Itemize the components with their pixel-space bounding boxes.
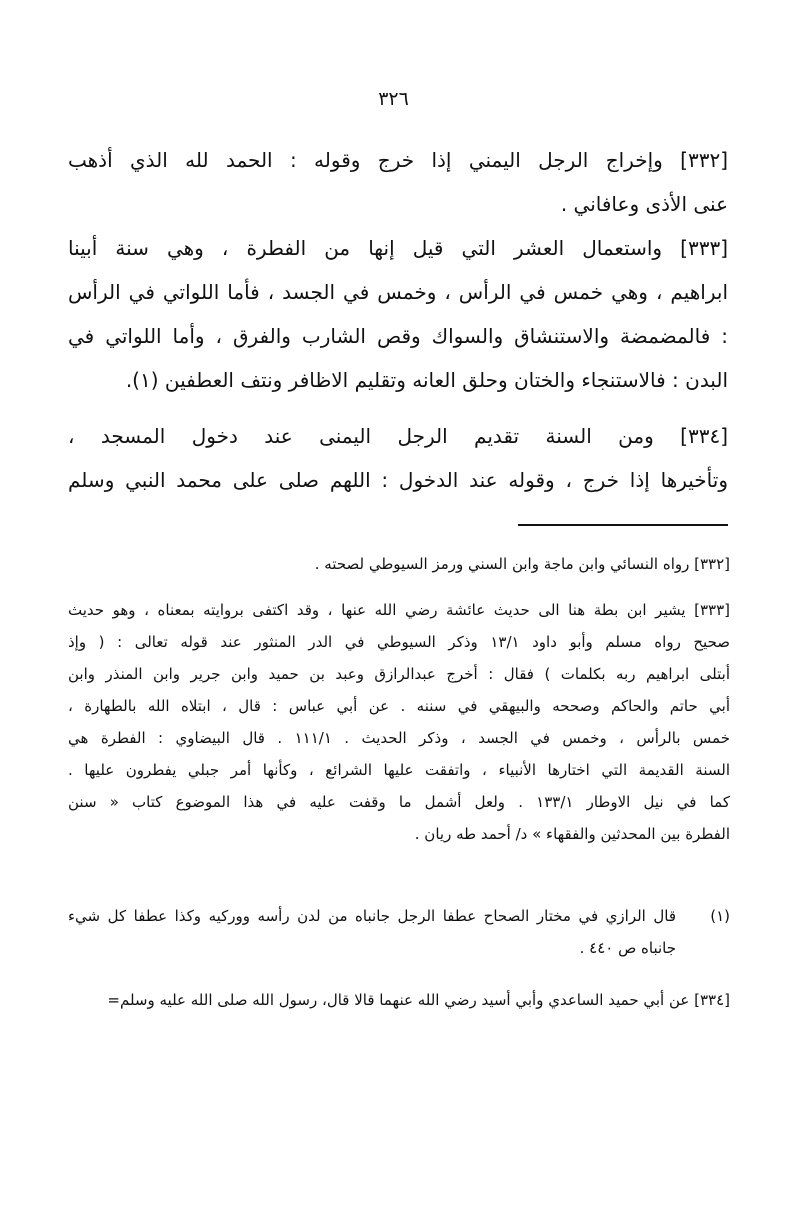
note-1 [68, 900, 676, 964]
paragraph-line: : فالمضمضة والاستنشاق والسواك وقص الشارب والفرق ، وأما اللواتي في [68, 324, 728, 348]
footnote-line: الفطرة بين المحدثين والفقهاء » د/ أحمد طه ريان . [414, 825, 730, 843]
paragraph-line: [٣٣٤] ومن السنة تقديم الرجل اليمنى عند دخول المسجد ، [68, 424, 728, 448]
footnote-line: السنة القديمة التي اختارها الأنبياء ، واتفقت عليها الشرائع ، وكأنها أمر جبلي يفطرون عليها . [68, 761, 730, 779]
paragraph-334 [68, 414, 728, 502]
footnote-line: قال الرازي في مختار الصحاح عطفا الرجل جانباه من لدن رأسه ووركيه وكذا عطفا كل شيء [68, 907, 676, 925]
page-number: ٣٢٦ [378, 88, 409, 110]
paragraph-line: ابراهيم ، وهي خمس في الرأس ، وخمس في الجسد ، فأما اللواتي في الرأس [68, 280, 728, 304]
footnote-line: جانباه ص ٤٤٠ . [579, 939, 676, 957]
paragraph-line: [٣٣٢] وإخراج الرجل اليمني إذا خرج وقوله : الحمد لله الذي أذهب [68, 148, 728, 172]
paragraph-332 [68, 138, 728, 226]
footnote-line: أبتلى ابراهيم ربه بكلمات ) فقال : أخرج عبدالرازق وعبد بن حميد وابن جرير وابن المنذر وابن [68, 665, 730, 683]
footnote-divider [518, 524, 728, 526]
paragraph-line: البدن : فالاستنجاء والختان وحلق العانه وتقليم الاظافر ونتف العطفين (١). [125, 368, 728, 392]
paragraph-333 [68, 226, 728, 402]
footnote-333 [68, 594, 730, 850]
paragraph-line: [٣٣٣] واستعمال العشر التي قيل إنها من الفطرة ، وهي سنة أبينا [68, 236, 728, 260]
footnote-line: [٣٣٣] يشير ابن بطة هنا الى حديث عائشة رضي الله عنها ، وقد اكتفى بروايته بمعناه ، وهو حديث [68, 601, 730, 619]
paragraph-line: وتأخيرها إذا خرج ، وقوله عند الدخول : اللهم صلى على محمد النبي وسلم [68, 468, 728, 492]
footnote-line: [٣٣٢] رواه النسائي وابن ماجة وابن السني ورمز السيوطي لصحته . [314, 555, 730, 573]
note-1-marker: (١) [710, 907, 730, 925]
footnote-line: أبي حاتم والحاكم وصححه والبيهقي في سننه . عن أبي عباس : قال ، ابتلاه الله بالطهارة ، [68, 697, 730, 715]
footnote-334 [68, 984, 730, 1016]
footnote-332 [68, 548, 730, 580]
footnote-line: كما في نيل الاوطار ١٣٣/١ . ولعل أشمل ما وقفت عليه في هذا الموضوع كتاب « سنن [68, 793, 730, 811]
footnote-line: [٣٣٤] عن أبي حميد الساعدي وأبي أسيد رضي الله عنهما قالا قال، رسول الله صلى الله عليه وسلم= [107, 991, 730, 1009]
footnote-line: خمس بالرأس ، وخمس في الجسد ، وذكر الحديث . ١١١/١ . قال البيضاوي : الفطرة هي [68, 729, 730, 747]
footnote-line: صحيح رواه مسلم وأبو داود ١٣/١ وذكر السيوطي في الدر المنثور عند قوله تعالى : ( وإذ [68, 633, 730, 651]
paragraph-line: عنى الأذى وعافاني . [560, 192, 728, 216]
